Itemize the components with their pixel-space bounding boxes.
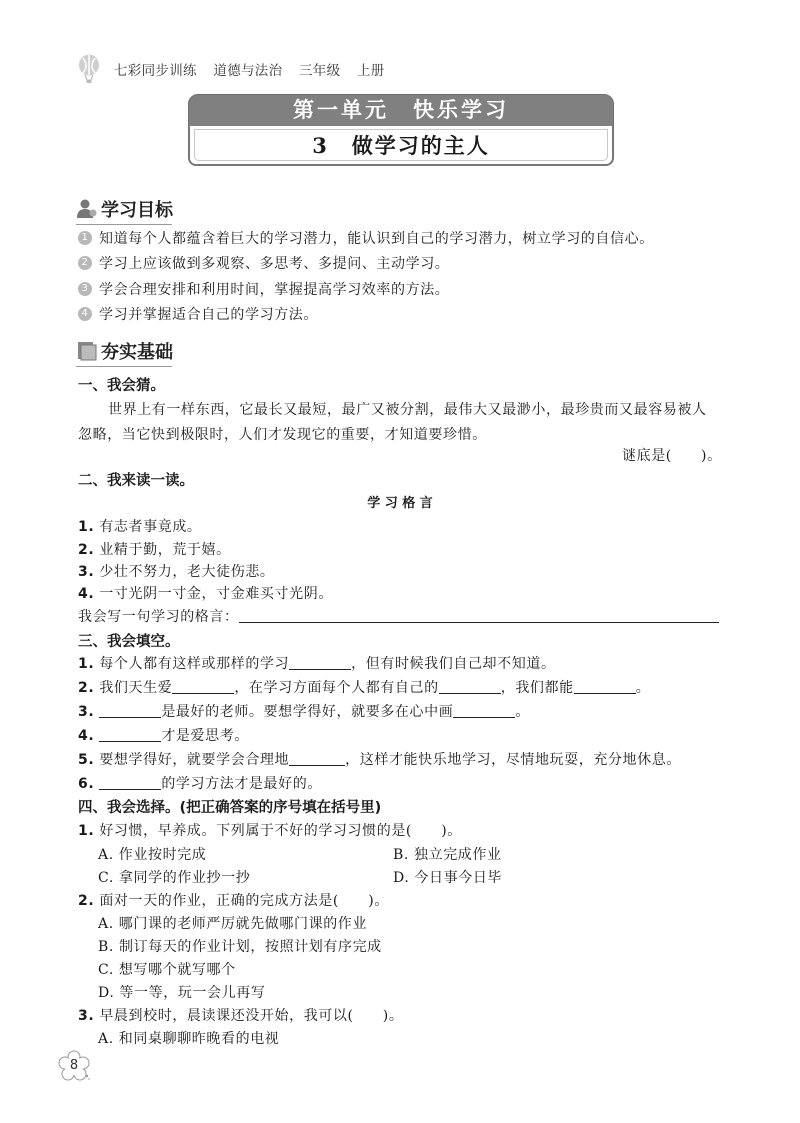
objective-item [78,304,318,324]
question-2-title: 二、我来读一读。 [78,473,194,489]
fill-blank[interactable] [289,751,345,766]
choice-number: 1. [78,823,95,839]
fill-text: ，我们都能 [500,680,574,696]
choice-stem-text: 好习惯，早养成。下列属于不好的学习习惯的是( )。 [99,823,462,839]
fill-number: 2. [78,680,95,696]
choice-option[interactable]: D. 等一等，玩一会儿再写 [98,985,266,1001]
fill-number: 4. [78,728,95,744]
fill-text: 是最好的老师。要想学得好，就要多在心中画 [161,704,454,720]
fill-number: 1. [78,656,95,672]
question-1-title: 一、我会猜。 [78,378,165,394]
fill-text: 要想学得好，就要学会合理地 [99,752,290,768]
choice-stem-text: 面对一天的作业，正确的完成方法是( )。 [99,893,389,909]
choice-option[interactable]: B. 制订每天的作业计划，按照计划有序完成 [98,939,382,955]
objective-text: 学习上应该做到多观察、多思考、多提问、主动学习。 [99,256,450,272]
question-4-title: 四、我会选择。(把正确答案的序号填在括号里) [78,800,382,816]
balloon-logo-icon [76,54,102,84]
choice-number: 3. [78,1008,95,1024]
choice-stem [78,890,389,910]
objective-text: 学会合理安排和利用时间，掌握提高学习效率的方法。 [99,282,450,298]
fill-item [78,773,322,793]
motto-text: 有志者事竟成。 [99,519,202,535]
objective-item [78,228,654,248]
choice-option[interactable]: A. 作业按时完成 [98,847,207,863]
motto-number: 1. [78,519,95,535]
basics-heading [76,338,173,364]
motto-write-blank[interactable] [239,608,719,623]
fill-blank[interactable] [172,679,234,694]
motto-write-prompt: 我会写一句学习的格言： [78,609,239,625]
lesson-title: 3 做学习的主人 [312,133,490,158]
fill-item [78,653,556,673]
fill-blank[interactable] [99,703,161,718]
objectives-heading [76,196,173,222]
fill-blank[interactable] [289,655,351,670]
fill-item [78,677,650,697]
choice-number: 2. [78,893,95,909]
objective-number: 3 [78,282,92,296]
objective-text: 学习并掌握适合自己的学习方法。 [99,307,318,323]
fill-item [78,701,530,721]
motto-number: 3. [78,564,95,580]
page-header [76,54,397,84]
fill-text: ，这样才能快乐地学习，尽情地玩耍，充分地休息。 [345,752,681,768]
motto-text: 一寸光阴一寸金，寸金难买寸光阴。 [99,586,333,602]
fill-number: 3. [78,704,95,720]
heading-underline [76,366,172,368]
subject-name: 道德与法治 [213,63,283,79]
motto-item [78,516,202,536]
motto-text: 少壮不努力，老大徒伤悲。 [99,564,275,580]
choice-option[interactable]: B. 独立完成作业 [393,847,502,863]
choice-option[interactable]: C. 拿同学的作业抄一抄 [98,870,251,886]
motto-subtitle: 学 习 格 言 [367,496,433,511]
choice-option[interactable]: C. 想写哪个就写哪个 [98,962,236,978]
fill-blank[interactable] [574,679,636,694]
objectives-heading-text: 学习目标 [101,200,173,221]
motto-number: 2. [78,542,95,558]
page-number-badge [58,1050,90,1082]
choice-option[interactable]: A. 哪门课的老师严厉就先做哪门课的作业 [98,916,368,932]
fill-text: 每个人都有这样或那样的学习 [99,656,290,672]
fill-blank[interactable] [99,775,161,790]
choice-stem [78,1005,403,1025]
motto-item [78,583,333,603]
heading-underline [76,224,172,226]
grade-name: 三年级 [299,63,341,79]
choice-stem [78,820,462,840]
motto-text: 业精于勤，荒于嬉。 [99,542,231,558]
fill-text: 。 [515,704,530,720]
page-number: 8 [69,1058,79,1073]
fill-blank[interactable] [99,727,161,742]
objective-number: 4 [78,307,92,321]
person-icon [76,198,98,220]
objective-text: 知道每个人都蕴含着巨大的学习潜力，能认识到自己的学习潜力，树立学习的自信心。 [99,231,654,247]
objective-number: 2 [78,256,92,270]
objective-item [78,279,449,299]
question-3-title: 三、我会填空。 [78,634,180,650]
fill-number: 5. [78,752,95,768]
fill-blank[interactable] [453,703,515,718]
fill-text: 的学习方法才是最好的。 [161,776,322,792]
objective-item [78,253,449,273]
title-box [188,94,614,168]
choice-stem-text: 早晨到校时，晨读课还没开始，我可以( )。 [99,1008,404,1024]
fill-text: ，在学习方面每个人都有自己的 [234,680,439,696]
riddle-answer: 谜底是( )。 [622,448,722,464]
motto-item [78,539,231,559]
fill-item [78,725,249,745]
fill-text: 我们天生爱 [99,680,173,696]
riddle-line-1: 世界上有一样东西，它最长又最短，最广又被分割，最伟大又最渺小，最珍贵而又最容易被人 [108,402,707,418]
unit-title: 第一单元 快乐学习 [293,98,509,122]
choice-option[interactable]: A. 和同桌聊聊昨晚看的电视 [98,1031,280,1047]
series-info [114,59,397,79]
motto-item [78,561,275,581]
objective-number: 1 [78,231,92,245]
choice-option[interactable]: D. 今日事今日毕 [393,870,503,886]
motto-number: 4. [78,586,95,602]
motto-write-line [78,606,719,626]
fill-blank[interactable] [439,679,501,694]
fill-item [78,749,681,769]
fill-number: 6. [78,776,95,792]
fill-text: 才是爱思考。 [161,728,249,744]
fill-text: 。 [635,680,651,696]
fill-text: ，但有时候我们自己却不知道。 [351,656,556,672]
book-icon [76,340,98,362]
series-name: 七彩同步训练 [114,63,197,79]
volume-name: 上册 [357,63,385,79]
riddle-line-2: 忽略，当它快到极限时，人们才发现它的重要，才知道要珍惜。 [78,427,487,443]
basics-heading-text: 夯实基础 [101,342,173,363]
